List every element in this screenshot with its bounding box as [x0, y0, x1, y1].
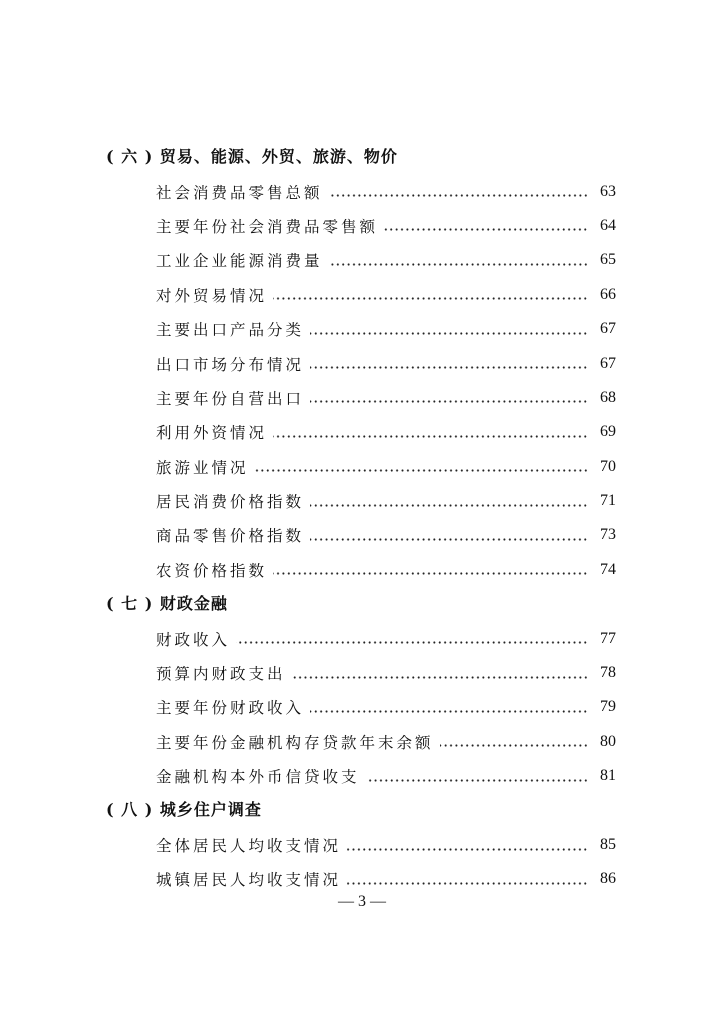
toc-entry[interactable] — [106, 484, 616, 518]
toc-entry-title: 金融机构本外币信贷收支 — [156, 768, 360, 787]
dot-leader — [236, 641, 588, 644]
toc-entry[interactable] — [106, 656, 616, 690]
toc-entry-title: 社会消费品零售总额 — [156, 183, 323, 202]
toc-entry[interactable] — [106, 862, 616, 896]
toc-entry-title: 主要年份自营出口 — [156, 389, 305, 408]
dot-leader — [310, 538, 588, 541]
section-heading-household-survey: ( 八 ) 城乡住户调查 — [106, 800, 262, 820]
toc-entry-title: 旅游业情况 — [156, 458, 249, 477]
toc-entry[interactable] — [106, 381, 616, 415]
toc-entry[interactable] — [106, 725, 616, 759]
section-heading-trade-energy: ( 六 ) 贸易、能源、外贸、旅游、物价 — [106, 147, 398, 166]
toc-entry-page: 77 — [600, 629, 616, 647]
toc-entry-page: 67 — [600, 320, 616, 338]
dot-leader — [292, 676, 588, 679]
toc-entry[interactable] — [106, 621, 616, 655]
toc-entry-page: 73 — [600, 526, 616, 544]
toc-entry-page: 86 — [600, 870, 616, 888]
dot-leader — [310, 400, 588, 403]
dot-leader — [310, 366, 588, 369]
toc-entry-page: 81 — [600, 767, 616, 785]
toc-entry[interactable] — [106, 828, 616, 862]
dot-leader — [255, 469, 588, 472]
toc-entry[interactable] — [106, 415, 616, 449]
table-of-contents — [106, 140, 616, 897]
dot-leader — [366, 779, 588, 782]
page-number: — 3 — — [338, 893, 386, 910]
toc-entry[interactable] — [106, 312, 616, 346]
toc-entry[interactable] — [106, 243, 616, 277]
toc-entry[interactable] — [106, 278, 616, 312]
toc-entry-title: 主要出口产品分类 — [156, 321, 305, 340]
toc-entry-title: 对外贸易情况 — [156, 286, 268, 305]
dot-leader — [329, 194, 588, 197]
toc-entry[interactable] — [106, 553, 616, 587]
toc-entry-title: 出口市场分布情况 — [156, 355, 305, 374]
dot-leader — [384, 228, 588, 231]
dot-leader — [329, 263, 588, 266]
toc-entry-title: 工业企业能源消费量 — [156, 252, 323, 271]
toc-entry-title: 财政收入 — [156, 630, 231, 649]
toc-entry-page: 65 — [600, 251, 616, 269]
toc-entry-page: 69 — [600, 423, 616, 441]
dot-leader — [347, 882, 588, 885]
toc-entry-title: 农资价格指数 — [156, 561, 268, 580]
toc-entry-title: 主要年份金融机构存贷款年末余额 — [156, 733, 434, 752]
toc-entry-page: 63 — [600, 182, 616, 200]
toc-entry-title: 主要年份社会消费品零售额 — [156, 217, 379, 236]
toc-entry-page: 71 — [600, 492, 616, 510]
toc-entry[interactable] — [106, 174, 616, 208]
toc-entry-page: 78 — [600, 664, 616, 682]
toc-entry-page: 64 — [600, 216, 616, 234]
toc-entry[interactable] — [106, 518, 616, 552]
toc-entry[interactable] — [106, 346, 616, 380]
toc-entry-page: 79 — [600, 698, 616, 716]
toc-entry-title: 居民消费价格指数 — [156, 493, 305, 512]
toc-entry-title: 预算内财政支出 — [156, 665, 286, 684]
toc-entry[interactable] — [106, 759, 616, 793]
dot-leader — [440, 744, 588, 747]
toc-entry[interactable] — [106, 450, 616, 484]
toc-entry-title: 主要年份财政收入 — [156, 699, 305, 718]
toc-entry-title: 全体居民人均收支情况 — [156, 837, 342, 855]
toc-entry-title: 城镇居民人均收支情况 — [156, 871, 342, 890]
toc-entry-page: 74 — [600, 560, 616, 578]
dot-leader — [347, 848, 588, 851]
section-heading-finance: ( 七 ) 财政金融 — [106, 594, 228, 614]
dot-leader — [310, 710, 588, 713]
toc-entry-title: 利用外资情况 — [156, 424, 268, 443]
dot-leader — [273, 297, 588, 300]
toc-entry-title: 商品零售价格指数 — [156, 527, 305, 546]
toc-entry-page: 70 — [600, 457, 616, 475]
toc-entry-page: 80 — [600, 732, 616, 750]
dot-leader — [310, 332, 588, 335]
toc-entry-page: 68 — [600, 388, 616, 406]
toc-entry-page: 85 — [600, 836, 616, 853]
toc-entry[interactable] — [106, 209, 616, 243]
toc-entry-page: 66 — [600, 285, 616, 303]
dot-leader — [273, 572, 588, 575]
toc-entry-page: 67 — [600, 354, 616, 372]
dot-leader — [310, 504, 588, 507]
dot-leader — [273, 435, 588, 438]
toc-entry[interactable] — [106, 690, 616, 724]
